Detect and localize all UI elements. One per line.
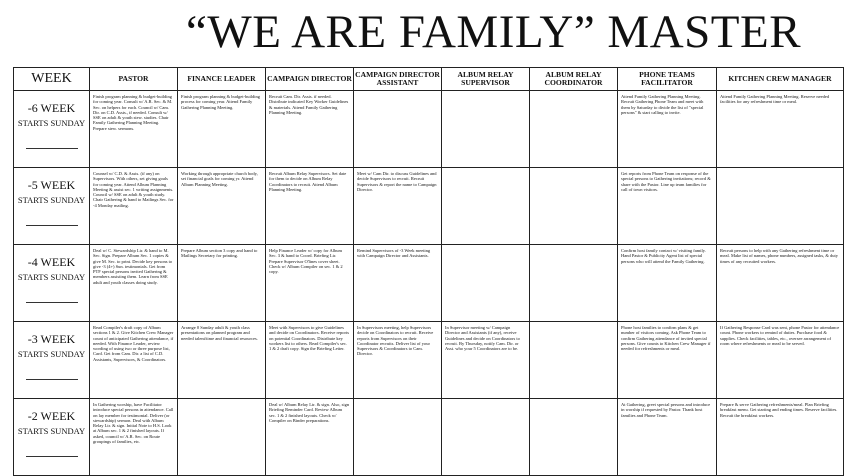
task-text: Deal w/ C. Stewardship Ltr. & hand to M. Sec. Sign. Prepare Album Sec. 1 copies & give M. Sec. to print. Decide key persons to give -3 (4+) Sun. testimonials. Get from PTF special persons invited Gathering & members assisting them. Learn from SSE adult and youth classes doing study.	[93, 248, 173, 285]
week-cell	[14, 399, 90, 476]
task-text: Get reports from Phone Team on response of the special persons to Gathering invitations; record & share with the Pastor. Line up team families for call of town visitors.	[621, 171, 711, 192]
date-blank-line	[26, 379, 78, 380]
task-cell	[618, 399, 717, 476]
task-cell	[530, 91, 618, 168]
task-cell	[442, 399, 530, 476]
task-cell	[442, 168, 530, 245]
task-text: In Supervisors meeting, help Supervisors decide on Coordinators to recruit. Receive reports from Supervisors on their Coordinator recruits. Deliver list of your Supervisors & Coordinators to Cam. Director.	[357, 325, 434, 357]
task-cell	[442, 91, 530, 168]
task-cell	[90, 91, 178, 168]
task-text: Counsel w/ C.D. & Assts. (if any) on Supervisors. With others, set giving goals for coming year. Attend Album Planning Meeting & assist sec. 1 writing assignments. Council w/ SSE on adult & youth study. Chair Gathering & hand to Mailings Sec. for -4 Monday mailing.	[93, 171, 174, 208]
week-label: -6 WEEK	[27, 101, 76, 115]
task-cell	[354, 245, 442, 322]
column-header-campaign-director: CAMPAIGN DIRECTOR	[266, 68, 354, 91]
task-text: Finish program planning & budget-building process for coming year. Attend Family Gathering Planning Meeting.	[181, 94, 260, 110]
column-header-week: WEEK	[14, 68, 90, 91]
task-text	[178, 399, 265, 404]
starts-sunday-label: STARTS SUNDAY	[17, 118, 86, 128]
week-cell	[14, 245, 90, 322]
task-cell	[354, 168, 442, 245]
task-cell	[717, 245, 844, 322]
task-cell	[717, 322, 844, 399]
task-text	[442, 245, 529, 250]
task-cell	[178, 91, 266, 168]
task-text: Remind Supervisors of -3 Week meeting with Campaign Director and Assistants.	[357, 248, 431, 259]
task-cell	[618, 91, 717, 168]
week-label: -3 WEEK	[27, 332, 76, 346]
week-cell	[14, 91, 90, 168]
task-cell	[354, 322, 442, 399]
task-cell	[618, 245, 717, 322]
task-text: Meet with Supervisors to give Guidelines and decide on Coordinators. Receive reports on potential Coordinators. Distribute key workers list to others. Read Compiler's sec. 1 & 2 draft copy. Sign the Briefing Letter.	[269, 325, 349, 352]
task-text: Attend Family Gathering Planning Meeting. Recruit Gathering Phone Team and meet with them by Saturday to divide the list of "special persons" & start calling to invite.	[621, 94, 704, 115]
task-text: Attend Family Gathering Planning Meeting. Reserve needed facilities for any refreshment time or meal.	[720, 94, 830, 105]
task-text: Phone host families to confirm plans & get number of visitors coming. Ask Phone Team to confirm Gathering attendance of invited special persons. Give counts to Kitchen Crew Manager if needed for refreshments or meal.	[621, 325, 711, 352]
task-text	[354, 91, 441, 96]
task-cell	[178, 399, 266, 476]
week-label: -2 WEEK	[27, 409, 76, 423]
task-text	[530, 399, 617, 404]
task-cell	[266, 399, 354, 476]
task-text: At Gathering, greet special persons and introduce in worship if requested by Pastor. Thank host families and Phone Team.	[621, 402, 711, 418]
task-cell	[266, 168, 354, 245]
task-cell	[530, 245, 618, 322]
column-header-finance-leader: FINANCE LEADER	[178, 68, 266, 91]
task-text: In Supervisor meeting w/ Campaign Director and Assistants (if any), receive Guidelines and decide on Coordinators to recruit. By Thursday, notify Cam. Dir. or Asst. who your 5 Coordinators are to be.	[445, 325, 520, 352]
task-cell	[530, 168, 618, 245]
date-blank-line	[26, 302, 78, 303]
task-cell	[717, 168, 844, 245]
task-text	[442, 399, 529, 404]
task-cell	[354, 399, 442, 476]
task-cell	[442, 322, 530, 399]
task-cell	[618, 168, 717, 245]
task-text	[717, 168, 843, 173]
table-row	[14, 322, 844, 399]
task-cell	[618, 322, 717, 399]
starts-sunday-label: STARTS SUNDAY	[17, 349, 86, 359]
column-header-phone-teams-facilitator: PHONE TEAMS FACILITATOR	[618, 68, 717, 91]
task-text: If Gathering Response Card was sent, phone Pastor for attendance count. Phone workers to remind of duties. Purchase food & supplies. Check facilities, tables, etc., oversee arrangement of room where refreshments or meal to be served.	[720, 325, 840, 346]
task-text: Arrange 0 Sunday adult & youth class presentations on planned program and needed talent/time and financial resources.	[181, 325, 258, 341]
table-row	[14, 245, 844, 322]
table-row	[14, 399, 844, 476]
task-cell	[178, 168, 266, 245]
task-cell	[530, 322, 618, 399]
table-row	[14, 91, 844, 168]
task-text	[442, 91, 529, 96]
task-cell	[90, 322, 178, 399]
task-text	[530, 245, 617, 250]
task-cell	[90, 245, 178, 322]
task-text: Read Compiler's draft copy of Album sections 1 & 2. Give Kitchen Crew Manager count of anticipated Gathering attendance, if needed. With Finance Leader, review wording of using two or three purpose list, Card. Get from Cam. Dir. a list of C.D. Assistants, Supervisors, & Coordinators.	[93, 325, 174, 362]
task-text: Recruit Cam. Dir. Assts. if needed. Distribute indicated Key Worker Guidelines & materials. Attend Family Gathering Planning Meeting.	[269, 94, 349, 115]
date-blank-line	[26, 225, 78, 226]
week-label: -4 WEEK	[27, 255, 76, 269]
column-header-album-relay-supervisor: ALBUM RELAY SUPERVISOR	[442, 68, 530, 91]
task-cell	[717, 91, 844, 168]
date-blank-line	[26, 148, 78, 149]
task-text: Meet w/ Cam Dir. to discuss Guidelines and decide Supervisors to recruit. Recruit Supervisors & report the name to Campaign Director.	[357, 171, 437, 192]
task-text	[530, 322, 617, 327]
task-cell	[266, 91, 354, 168]
task-text: Confirm host family contact w/ visiting family. Hand Pastor & Publicity Agent list of special persons who will attend the Family Gathering.	[621, 248, 706, 264]
task-cell	[266, 322, 354, 399]
task-text: Working through appropriate church body, set financial goals for coming yr. Attend Album Planning Meeting.	[181, 171, 258, 187]
column-header-campaign-director-assistant: CAMPAIGN DIRECTOR ASSISTANT	[354, 68, 442, 91]
task-cell	[442, 245, 530, 322]
task-cell	[90, 399, 178, 476]
task-text: Help Finance Leader w/ copy for Album Sec. 3 & hand to Coord. Briefing Ltr. Prepare Supervisor O'lines cover sheet. Check w/ Album Compiler on sec. 1 & 2 copy.	[269, 248, 343, 275]
task-cell	[266, 245, 354, 322]
week-label: -5 WEEK	[27, 178, 76, 192]
task-cell	[178, 245, 266, 322]
starts-sunday-label: STARTS SUNDAY	[17, 272, 86, 282]
page-title: “WE ARE FAMILY” MASTER	[186, 6, 802, 58]
task-text	[354, 399, 441, 404]
date-blank-line	[26, 456, 78, 457]
task-cell	[354, 91, 442, 168]
column-header-kitchen-crew-manager: KITCHEN CREW MANAGER	[717, 68, 844, 91]
task-text: Recruit Album Relay Supervisors. Set date for them to decide on Album Relay Coordinators to recruit. Attend Album Planning Meeting.	[269, 171, 347, 192]
column-header-pastor: PASTOR	[90, 68, 178, 91]
task-text: Recruit persons to help with any Gathering refreshment time or meal. Make list of names, phone numbers, assigned tasks, & duty times of any recruited workers.	[720, 248, 838, 264]
header-row	[14, 68, 844, 91]
task-cell	[530, 399, 618, 476]
task-text	[530, 91, 617, 96]
task-text: Prepare & serve Gathering refreshments/meal. Plan Briefing breakfast menu. Get starting and ending times. Reserve facilities. Recruit the breakfast workers.	[720, 402, 838, 418]
task-text	[530, 168, 617, 173]
column-header-album-relay-coordinator: ALBUM RELAY COORDINATOR	[530, 68, 618, 91]
task-text: Prepare Album section 3 copy and hand to Mailings Secretary for printing.	[181, 248, 258, 259]
task-text: Finish program planning & budget-building for coming year. Consult w/ A.R. Sec. & M. Sec. on helpers for each. Council w/ Cam. Dir. on C.D. Assts., if needed. Consult w/ SSE on adult & youth stew. studies. Chair Family Gathering Planning Meeting. Prepare stew. sermons.	[93, 94, 173, 131]
task-cell	[717, 399, 844, 476]
week-cell	[14, 322, 90, 399]
task-text	[442, 168, 529, 173]
table-row	[14, 168, 844, 245]
starts-sunday-label: STARTS SUNDAY	[17, 195, 86, 205]
task-text: In Gathering worship, have Facilitator introduce special persons in attendance. Call on lay member for testimonial. Deliver (or stewardship) sermon. Deal with Album Relay Ltr. & sign. Initial Note to H.S. Look at Album sec. 1 & 2 finished layouts. If asked, council w/ A.R. Sec. on Route groupings of families, etc.	[93, 402, 174, 445]
starts-sunday-label: STARTS SUNDAY	[17, 426, 86, 436]
schedule-table	[13, 67, 844, 476]
task-cell	[178, 322, 266, 399]
task-text: Deal w/ Album Relay Ltr. & sign. Also, sign Briefing Reminder Card. Review Album sec. 1 & 2 finished layouts. Check w/ Compiler on Binder preparations.	[269, 402, 350, 423]
task-cell	[90, 168, 178, 245]
week-cell	[14, 168, 90, 245]
